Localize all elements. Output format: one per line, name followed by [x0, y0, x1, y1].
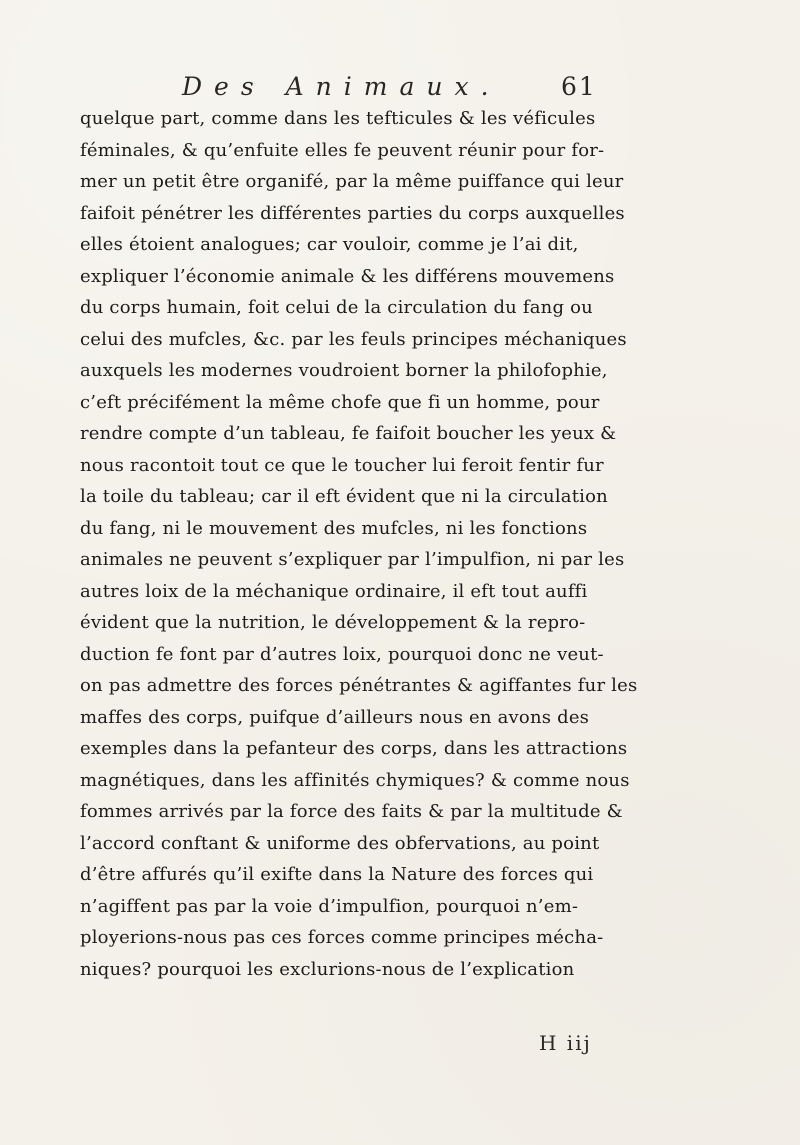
text-line: niques? pourquoi les exclurions-nous de l’explication [80, 958, 575, 980]
text-line: expliquer l’économie animale & les différens mouvemens [80, 265, 615, 287]
page-text [80, 103, 700, 985]
text-line: féminales, & qu’enfuite elles fe peuvent réunir pour for- [80, 139, 605, 161]
text-line: fommes arrivés par la force des faits & par la multitude & [80, 801, 623, 822]
text-line: la toile du tableau; car il eft évident que ni la circulation [80, 486, 608, 507]
text-line: faifoit pénétrer les différentes parties du corps auxquelles [80, 202, 625, 224]
text-line: évident que la nutrition, le développement & la repro- [80, 612, 586, 633]
text-line: l’accord conftant & uniforme des obfervations, au point [80, 832, 600, 854]
signature-mark: H iij [539, 1031, 592, 1055]
text-line: auxquels les modernes voudroient borner la philofophie, [80, 360, 608, 381]
page-number: 61 [561, 72, 597, 101]
running-header-title: Des Animaux. [182, 72, 501, 101]
text-line: magnétiques, dans les affinités chymiques? & comme nous [80, 769, 630, 791]
text-line: rendre compte d’un tableau, fe faifoit boucher les yeux & [80, 423, 617, 444]
text-line: autres loix de la méchanique ordinaire, il eft tout auffi [80, 580, 588, 602]
text-line: celui des mufcles, &c. par les feuls principes méchaniques [80, 328, 627, 350]
text-line: nous racontoit tout ce que le toucher lui feroit fentir fur [80, 454, 604, 476]
text-line: du corps humain, foit celui de la circulation du fang ou [80, 297, 593, 318]
text-line: elles étoient analogues; car vouloir, comme je l’ai dit, [80, 234, 579, 255]
text-line: d’être affurés qu’il exifte dans la Nature des forces qui [80, 864, 594, 885]
text-line: exemples dans la pefanteur des corps, dans les attractions [80, 738, 628, 759]
text-line: du fang, ni le mouvement des mufcles, ni les fonctions [80, 517, 588, 539]
text-line: animales ne peuvent s’expliquer par l’impulfion, ni par les [80, 549, 625, 570]
text-line: ployerions-nous pas ces forces comme principes mécha- [80, 927, 604, 948]
text-line: n’agiffent pas par la voie d’impulfion, pourquoi n’em- [80, 895, 579, 917]
text-line: maffes des corps, puifque d’ailleurs nous en avons des [80, 706, 590, 728]
text-line: duction fe font par d’autres loix, pourquoi donc ne veut- [80, 643, 604, 665]
text-line: quelque part, comme dans les tefticules & les véficules [80, 108, 596, 129]
text-line: c’eft précifément la même chofe que fi un homme, pour [80, 391, 600, 413]
text-line: mer un petit être organifé, par la même puiffance qui leur [80, 171, 624, 192]
text-line: on pas admettre des forces pénétrantes & agiffantes fur les [80, 675, 638, 696]
